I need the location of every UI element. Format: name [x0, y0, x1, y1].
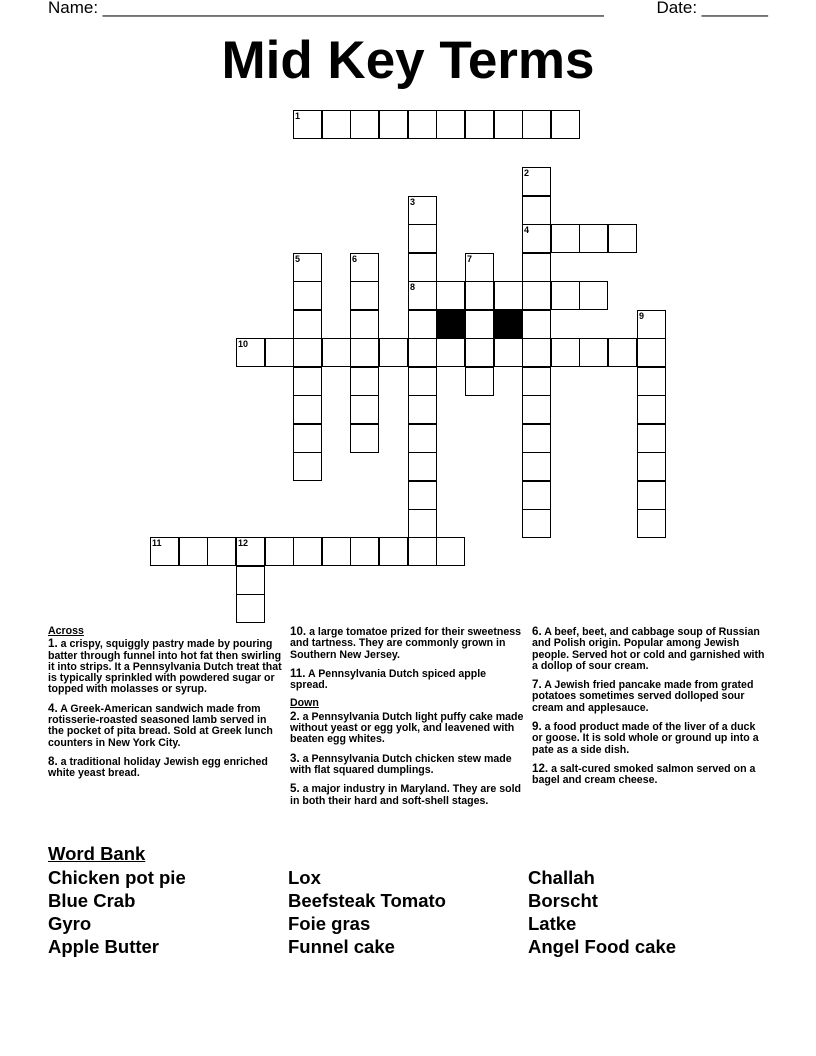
grid-cell[interactable]	[465, 367, 494, 396]
grid-cell[interactable]	[465, 338, 494, 367]
grid-cell[interactable]	[522, 110, 551, 139]
grid-cell[interactable]	[408, 509, 437, 538]
cell-number: 2	[524, 168, 530, 178]
grid-cell[interactable]	[637, 395, 666, 424]
clue-number: 2.	[290, 709, 300, 723]
grid-cell[interactable]	[551, 338, 580, 367]
grid-cell[interactable]	[236, 338, 265, 367]
grid-cell[interactable]	[350, 253, 379, 282]
word-bank	[48, 843, 768, 958]
grid-cell[interactable]	[236, 537, 265, 566]
grid-cell[interactable]	[522, 452, 551, 481]
grid-cell[interactable]	[408, 537, 437, 566]
clue-across-10	[290, 626, 526, 661]
grid-cell[interactable]	[350, 310, 379, 339]
grid-cell[interactable]	[579, 224, 608, 253]
grid-cell[interactable]	[350, 281, 379, 310]
grid-cell[interactable]	[408, 338, 437, 367]
word-bank-item: Beefsteak Tomato	[288, 890, 446, 911]
word-bank-item: Angel Food cake	[528, 936, 677, 957]
grid-cell[interactable]	[637, 367, 666, 396]
grid-cell[interactable]	[522, 338, 551, 367]
grid-cell[interactable]	[408, 310, 437, 339]
cell-number: 9	[639, 311, 645, 321]
grid-cell[interactable]	[408, 481, 437, 510]
grid-cell[interactable]	[436, 281, 465, 310]
clue-number: 9.	[532, 720, 542, 734]
clue-text: a major industry in Maryland. They are sold in both their hard and soft-shell stages.	[290, 783, 522, 807]
grid-cell[interactable]	[408, 367, 437, 396]
clue-number: 10.	[290, 625, 307, 638]
cell-number: 12	[238, 538, 249, 548]
clue-text: A beef, beet, and cabbage soup of Russian and Polish origin. Popular among Jewish people. Served hot or cold and garnished with a dollop of sour cream.	[532, 626, 765, 672]
clue-number: 12.	[532, 761, 549, 775]
clue-text: A Pennsylvania Dutch spiced apple spread.	[290, 667, 487, 692]
date-field-label: Date: _______	[656, 0, 768, 17]
clue-text: a crispy, squiggly pastry made by pouring batter through funnel into hot fat then swirling it into strips. It a Pennsylvania Dutch treat that is typically sprinkled with powdered sugar or topped with molasses or syrup.	[48, 638, 282, 696]
grid-cell[interactable]	[322, 537, 351, 566]
cell-number: 8	[410, 282, 416, 292]
grid-cell[interactable]	[465, 253, 494, 282]
clue-text: a salt-cured smoked salmon served on a bagel and cream cheese.	[532, 762, 756, 787]
grid-cell[interactable]	[408, 424, 437, 453]
clue-text: A Greek-American sandwich made from rotisserie-roasted seasoned lamb served in the pocket of pita bread. Sold at Greek lunch counters in New York City.	[48, 702, 273, 749]
grid-cell[interactable]	[236, 566, 265, 595]
clues-column-3	[532, 626, 768, 794]
grid-cell[interactable]	[522, 196, 551, 225]
word-bank-item: Gyro	[48, 913, 92, 934]
grid-cell[interactable]	[637, 509, 666, 538]
grid-cell[interactable]	[522, 281, 551, 310]
cell-number: 7	[467, 254, 473, 264]
grid-cell[interactable]	[608, 224, 637, 253]
grid-cell[interactable]	[150, 537, 179, 566]
grid-cell[interactable]	[293, 110, 322, 139]
grid-cell[interactable]	[350, 395, 379, 424]
grid-cell[interactable]	[436, 110, 465, 139]
down-heading: Down	[290, 697, 319, 710]
grid-cell[interactable]	[293, 281, 322, 310]
cell-number: 10	[238, 339, 249, 349]
grid-cell[interactable]	[408, 281, 437, 310]
clue-number: 5.	[290, 782, 300, 796]
clue-across-4	[48, 703, 284, 749]
grid-cell[interactable]	[207, 537, 236, 566]
grid-cell[interactable]	[408, 452, 437, 481]
grid-cell[interactable]	[408, 196, 437, 225]
clue-number: 4.	[48, 701, 58, 715]
grid-cell[interactable]	[522, 395, 551, 424]
grid-cell[interactable]	[350, 110, 379, 139]
clue-number: 1.	[48, 637, 58, 651]
grid-cell[interactable]	[551, 281, 580, 310]
grid-cell[interactable]	[465, 110, 494, 139]
word-bank-item: Foie gras	[288, 913, 371, 934]
grid-cell[interactable]	[379, 338, 408, 367]
grid-cell[interactable]	[522, 367, 551, 396]
grid-cell[interactable]	[522, 509, 551, 538]
grid-cell[interactable]	[179, 537, 208, 566]
word-bank-heading: Word Bank	[48, 843, 146, 864]
clue-down-7	[532, 679, 768, 714]
clue-across-11	[290, 668, 526, 692]
grid-cell[interactable]	[293, 395, 322, 424]
word-bank-item: Funnel cake	[288, 936, 395, 957]
cell-number: 5	[295, 254, 301, 264]
clue-down-12	[532, 763, 768, 787]
clue-down-2	[290, 711, 526, 746]
grid-cell[interactable]	[379, 110, 408, 139]
grid-cell[interactable]	[293, 338, 322, 367]
grid-cell[interactable]	[608, 338, 637, 367]
clue-text: A Jewish fried pancake made from grated potatoes sometimes served dolloped sour cream and applesauce.	[532, 679, 754, 714]
grid-cell[interactable]	[494, 281, 523, 310]
grid-cell[interactable]	[522, 253, 551, 282]
word-bank-item: Chicken pot pie	[48, 867, 186, 888]
word-bank-item: Blue Crab	[48, 890, 136, 911]
word-bank-item: Lox	[288, 867, 321, 888]
word-bank-item: Apple Butter	[48, 936, 159, 957]
grid-cell[interactable]	[522, 167, 551, 196]
grid-block	[436, 310, 465, 339]
grid-cell[interactable]	[293, 452, 322, 481]
clue-text: a Pennsylvania Dutch chicken stew made with flat squared dumplings.	[290, 752, 512, 776]
word-bank-item: Challah	[528, 867, 595, 888]
grid-cell[interactable]	[637, 310, 666, 339]
grid-cell[interactable]	[350, 367, 379, 396]
clue-text: a large tomatoe prized for their sweetness and tartness. They are commonly grown in Southern New Jersey.	[290, 626, 522, 661]
grid-cell[interactable]	[465, 281, 494, 310]
grid-cell[interactable]	[265, 338, 294, 367]
clue-across-8	[48, 756, 284, 780]
clue-number: 11.	[290, 666, 306, 680]
clues-column-2	[290, 626, 526, 814]
grid-cell[interactable]	[408, 224, 437, 253]
grid-cell[interactable]	[408, 395, 437, 424]
cell-number: 1	[295, 111, 301, 121]
cell-number: 6	[352, 254, 358, 264]
grid-cell[interactable]	[293, 537, 322, 566]
grid-cell[interactable]	[465, 310, 494, 339]
clue-down-6	[532, 626, 768, 672]
grid-cell[interactable]	[494, 338, 523, 367]
cell-number: 3	[410, 197, 416, 207]
grid-cell[interactable]	[436, 338, 465, 367]
clue-number: 7.	[532, 678, 542, 692]
grid-cell[interactable]	[522, 424, 551, 453]
grid-cell[interactable]	[579, 338, 608, 367]
grid-cell[interactable]	[293, 424, 322, 453]
clue-number: 6.	[532, 625, 542, 638]
grid-cell[interactable]	[408, 253, 437, 282]
grid-cell[interactable]	[436, 537, 465, 566]
clue-across-1	[48, 638, 284, 695]
cell-number: 11	[152, 538, 162, 548]
clue-text: a Pennsylvania Dutch light puffy cake made without yeast or egg yolk, and leavened with beaten egg whites.	[290, 710, 524, 746]
grid-cell[interactable]	[522, 481, 551, 510]
grid-cell[interactable]	[293, 253, 322, 282]
grid-cell[interactable]	[494, 110, 523, 139]
grid-cell[interactable]	[379, 537, 408, 566]
grid-cell[interactable]	[350, 424, 379, 453]
word-bank-list	[48, 866, 768, 958]
clue-number: 3.	[290, 751, 300, 765]
grid-cell[interactable]	[350, 537, 379, 566]
grid-cell[interactable]	[522, 310, 551, 339]
grid-cell[interactable]	[293, 367, 322, 396]
page-title: Mid Key Terms	[221, 31, 595, 90]
grid-cell[interactable]	[293, 310, 322, 339]
name-field-label: Name: _____________________________________________________	[48, 0, 604, 17]
grid-cell[interactable]	[408, 110, 437, 139]
clue-down-9	[532, 721, 768, 756]
word-bank-item: Latke	[528, 913, 577, 934]
clue-down-5	[290, 783, 526, 807]
clue-text: a traditional holiday Jewish egg enriched white yeast bread.	[48, 755, 268, 780]
grid-cell[interactable]	[265, 537, 294, 566]
grid-cell[interactable]	[522, 224, 551, 253]
grid-cell[interactable]	[579, 281, 608, 310]
grid-cell[interactable]	[322, 338, 351, 367]
grid-block	[494, 310, 523, 339]
clues-column-1	[48, 626, 284, 787]
grid-cell[interactable]	[637, 424, 666, 453]
word-bank-item: Borscht	[528, 890, 598, 911]
grid-cell[interactable]	[236, 594, 265, 623]
grid-cell[interactable]	[322, 110, 351, 139]
grid-cell[interactable]	[637, 338, 666, 367]
grid-cell[interactable]	[551, 110, 580, 139]
cell-number: 4	[524, 225, 530, 235]
grid-cell[interactable]	[350, 338, 379, 367]
clue-down-3	[290, 753, 526, 777]
grid-cell[interactable]	[551, 224, 580, 253]
grid-cell[interactable]	[637, 481, 666, 510]
grid-cell[interactable]	[637, 452, 666, 481]
clue-number: 8.	[48, 754, 58, 768]
across-heading: Across	[48, 625, 84, 637]
clue-text: a food product made of the liver of a duck or goose. It is sold whole or ground up into a pate as a side dish.	[532, 721, 759, 756]
